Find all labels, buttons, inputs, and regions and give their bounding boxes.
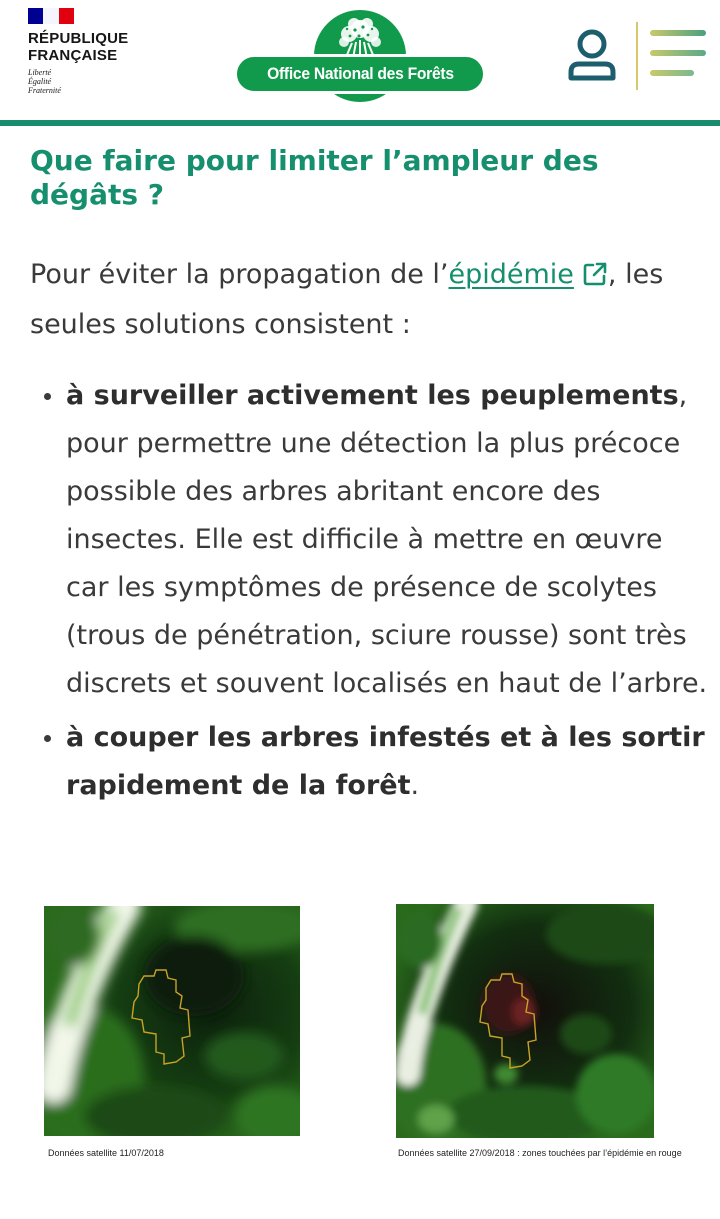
logo-banner: [234, 54, 486, 94]
solution-1-bold: à surveiller activement les peuplements: [66, 380, 679, 411]
section-title: Que faire pour limiter l’ampleur des dégâts ?: [30, 144, 599, 211]
epidemie-link[interactable]: [449, 259, 574, 290]
republique-francaise-logo[interactable]: [28, 8, 148, 95]
header-rule: [0, 120, 720, 126]
logo-text: Office National des Forêts: [266, 64, 454, 83]
list-item: [40, 372, 710, 708]
caption-september: Données satellite 27/09/2018 : zones touchées par l’épidémie en rouge: [398, 1148, 682, 1158]
link-label: épidémie: [448, 259, 574, 290]
republic-motto: Liberté Égalité Fraternité: [28, 68, 61, 95]
onf-logo[interactable]: [234, 8, 486, 104]
solutions-list: [40, 372, 710, 816]
solution-2-text: .: [410, 770, 420, 801]
external-link-icon[interactable]: [582, 261, 608, 287]
solution-2-bold: à couper les arbres infestés et à les sortir rapidement de la forêt: [66, 722, 705, 801]
site-header: [0, 0, 720, 120]
hamburger-menu-icon[interactable]: [648, 28, 706, 80]
satellite-image-july: [44, 906, 300, 1136]
satellite-image-september: [396, 904, 654, 1138]
solution-1-text: , pour permettre une détection la plus précoce possible des arbres abritant encore des insectes. Elle est difficile à mettre en œuvre car les symptômes de présence de scolytes (trous de pénétration, sciure rousse) sont très discrets et souvent localisés en haut de l’arbre.: [66, 380, 708, 699]
caption-july: Données satellite 11/07/2018: [48, 1148, 164, 1158]
intro-text-end: , les seules solutions consistent :: [30, 259, 664, 340]
header-divider: [636, 22, 638, 90]
user-icon[interactable]: [562, 26, 622, 86]
list-item: [40, 714, 710, 810]
republic-title: RÉPUBLIQUE FRANÇAISE: [28, 30, 129, 64]
intro-paragraph: [30, 250, 690, 350]
french-flag-icon: [28, 8, 74, 24]
intro-text-start: Pour éviter la propagation de l’: [30, 259, 449, 290]
